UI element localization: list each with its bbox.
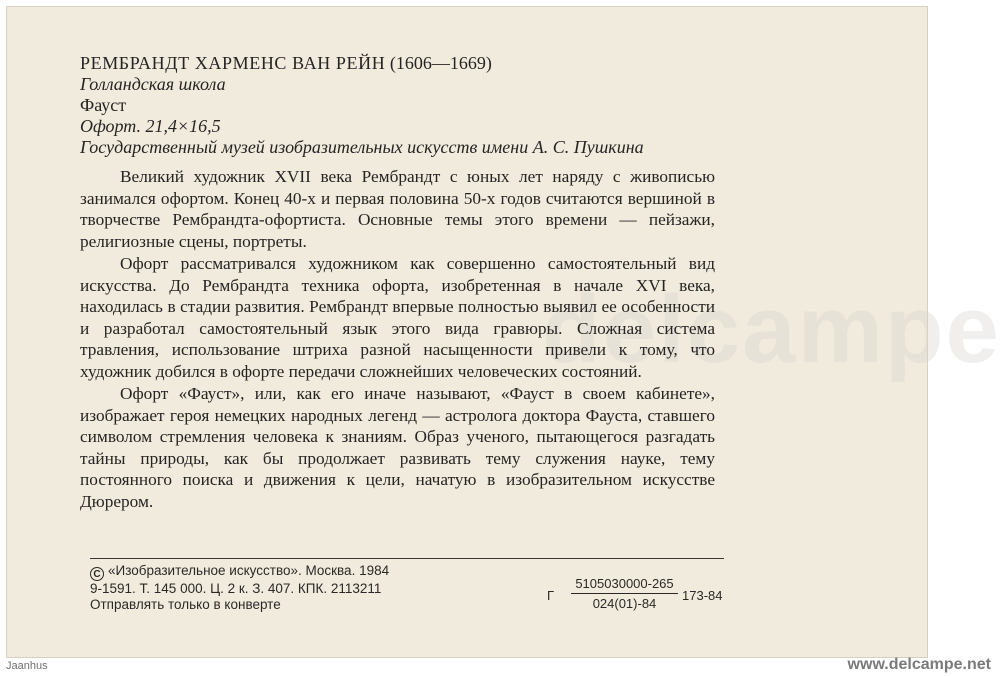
work-title: Фауст (80, 95, 127, 115)
fraction-line (571, 593, 678, 594)
artwork-header (80, 53, 870, 158)
description (80, 166, 715, 512)
code-suffix: 173-84 (682, 588, 723, 603)
site-mark: www.delcampe.net (847, 656, 991, 673)
print-info: 9-1591. Т. 145 000. Ц. 2 к. З. 407. КПК. 2113211 (90, 581, 382, 596)
code-denominator: 024(01)-84 (592, 596, 657, 611)
artist-name: РЕМБРАНДТ ХАРМЕНС ВАН РЕЙН (80, 53, 386, 73)
watermark: delcampe (542, 276, 1001, 383)
code-numerator: 5105030000-265 (575, 576, 674, 591)
paragraph-3: Офорт «Фауст», или, как его иначе называют, «Фауст в своем кабинете», изображает героя немецких народных легенд — астролога доктора Фауста, ставшего символом стремления человека к знаниям. Образ ученого, пытающегося разгадать тайны природы, как бы продолжает развивать тему служения науке, тему постоянного поиска и движения к цели, начатую в изобразительном искусстве Дюрером. (80, 384, 715, 511)
postcard-back (6, 6, 1001, 658)
publisher: «Изобразительное искусство». Москва. 1984 (108, 563, 390, 578)
artist-line (80, 53, 870, 74)
footer-divider (90, 558, 724, 559)
code-fraction (571, 576, 678, 611)
copyright-icon: C (90, 567, 104, 581)
museum: Государственный музей изобразительных искусств имени А. С. Пушкина (80, 137, 644, 157)
artist-years: (1606—1669) (389, 53, 492, 73)
paragraph-2: Офорт рассматривался художником как совершенно самостоятельный вид искусства. До Рембрандта техника офорта, изобретенная в начале XVI века, находилась в стадии развития. Рембрандт впервые полностью выявил ее особенности и разработал самостоятельный язык этого вида гравюры. Сложная система травления, использование штриха разной насыщенности привели к тому, что художник добился в офорте передачи сложнейших человеческих состояний. (80, 254, 715, 381)
code-prefix: Г (547, 588, 555, 603)
publisher-line (90, 563, 389, 581)
imprint (90, 563, 389, 613)
uploader-mark: Jaanhus (6, 660, 48, 672)
school: Голландская школа (80, 74, 226, 94)
mailing-note: Отправлять только в конверте (90, 597, 281, 612)
paragraph-1: Великий художник XVII века Рембрандт с юных лет наряду с живописью занимался офортом. Конец 40-х и первая половина 50-х годов считаются вершиной в творчестве Рембрандта-офортиста. Основные темы этого времени — пейзажи, религиозные сцены, портреты. (80, 167, 715, 251)
technique: Офорт. 21,4×16,5 (80, 116, 221, 136)
